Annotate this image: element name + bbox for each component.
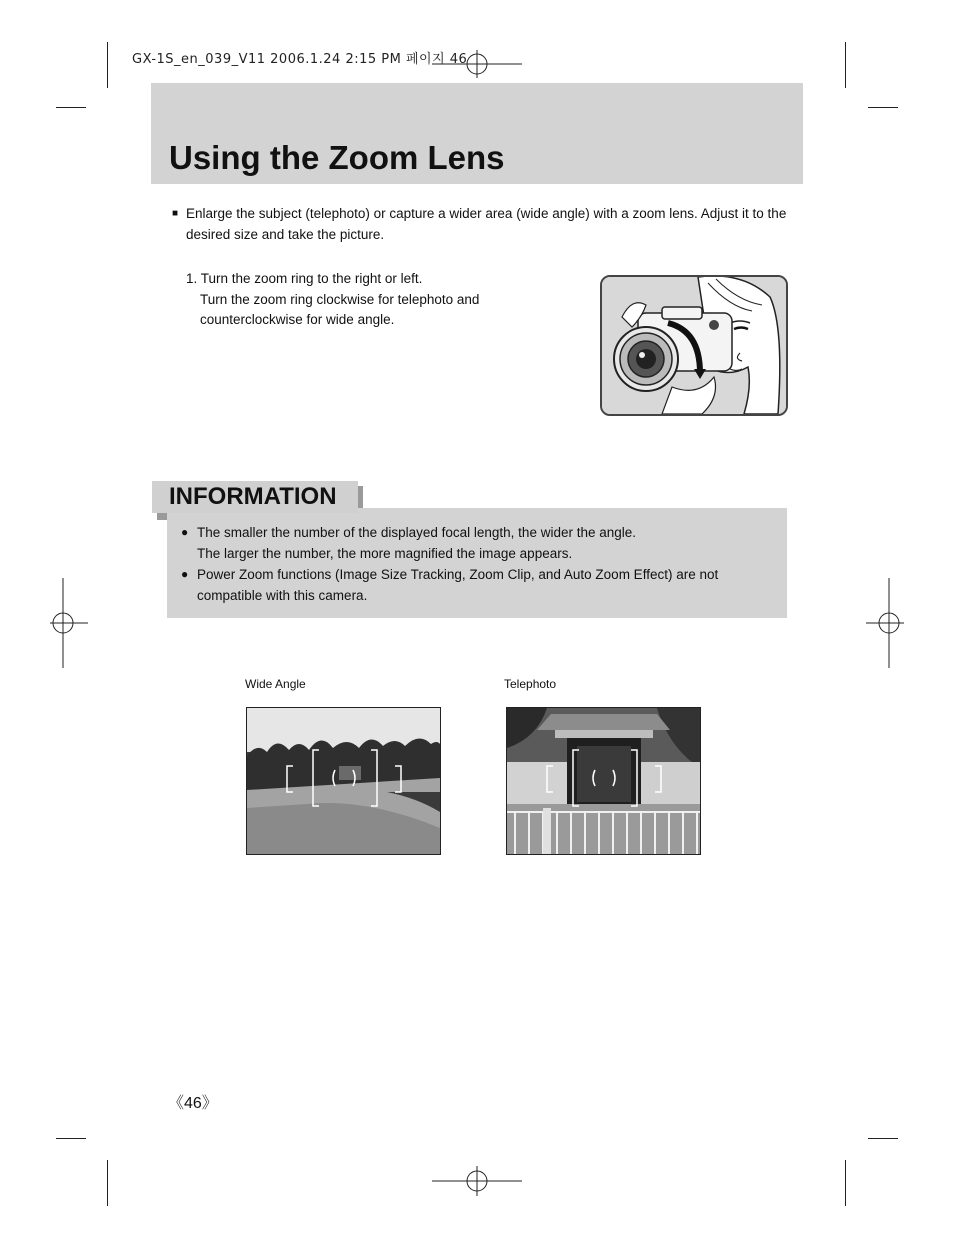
title-banner — [151, 83, 803, 184]
print-slug: GX-1S_en_039_V11 2006.1.24 2:15 PM 페이지 46 — [132, 52, 468, 67]
crop-mark — [845, 1160, 846, 1206]
information-item — [181, 564, 771, 606]
wide-angle-caption: Wide Angle — [245, 677, 306, 691]
crop-mark — [868, 107, 898, 108]
information-heading: INFORMATION — [169, 483, 337, 510]
registration-mark-bottom — [432, 1166, 524, 1198]
intro-paragraph — [172, 203, 792, 245]
information-text: The smaller the number of the displayed focal length, the wider the angle. — [197, 525, 637, 540]
information-item — [181, 522, 771, 564]
crop-mark — [107, 1160, 108, 1206]
wide-angle-photo — [246, 707, 441, 855]
information-text: The larger the number, the more magnified the image appears. — [197, 546, 573, 561]
page-title: Using the Zoom Lens — [169, 139, 505, 176]
intro-text: Enlarge the subject (telephoto) or capture a wider area (wide angle) with a zoom lens. Adjust it to the desired size and take the picture. — [186, 206, 787, 242]
crop-mark — [56, 107, 86, 108]
crop-mark — [107, 42, 108, 88]
crop-mark — [868, 1138, 898, 1139]
wide-angle-scene — [247, 708, 440, 854]
round-bullet-icon: ● — [181, 525, 189, 539]
camera-illustration — [600, 275, 788, 416]
registration-mark-top — [432, 50, 524, 80]
telephoto-scene — [507, 708, 700, 854]
information-box — [167, 508, 787, 618]
page-number: 《46》 — [168, 1095, 218, 1112]
telephoto-caption: Telephoto — [504, 677, 557, 691]
information-list — [181, 522, 771, 606]
crop-mark — [845, 42, 846, 88]
telephoto-photo — [506, 707, 701, 855]
information-heading-tab — [152, 481, 358, 513]
woman-with-camera-illustration — [602, 277, 786, 414]
crop-mark — [56, 1138, 86, 1139]
step-1-heading: 1. Turn the zoom ring to the right or left. — [186, 271, 423, 286]
step-1 — [186, 269, 516, 331]
information-text: Power Zoom functions (Image Size Tracking, Zoom Clip, and Auto Zoom Effect) are not compatible with this camera. — [197, 567, 719, 603]
round-bullet-icon: ● — [181, 567, 189, 581]
step-1-detail: Turn the zoom ring clockwise for telephoto and counterclockwise for wide angle. — [200, 291, 480, 327]
registration-mark-right — [866, 578, 906, 670]
registration-mark-left — [50, 578, 90, 670]
square-bullet-icon: ■ — [172, 208, 179, 219]
